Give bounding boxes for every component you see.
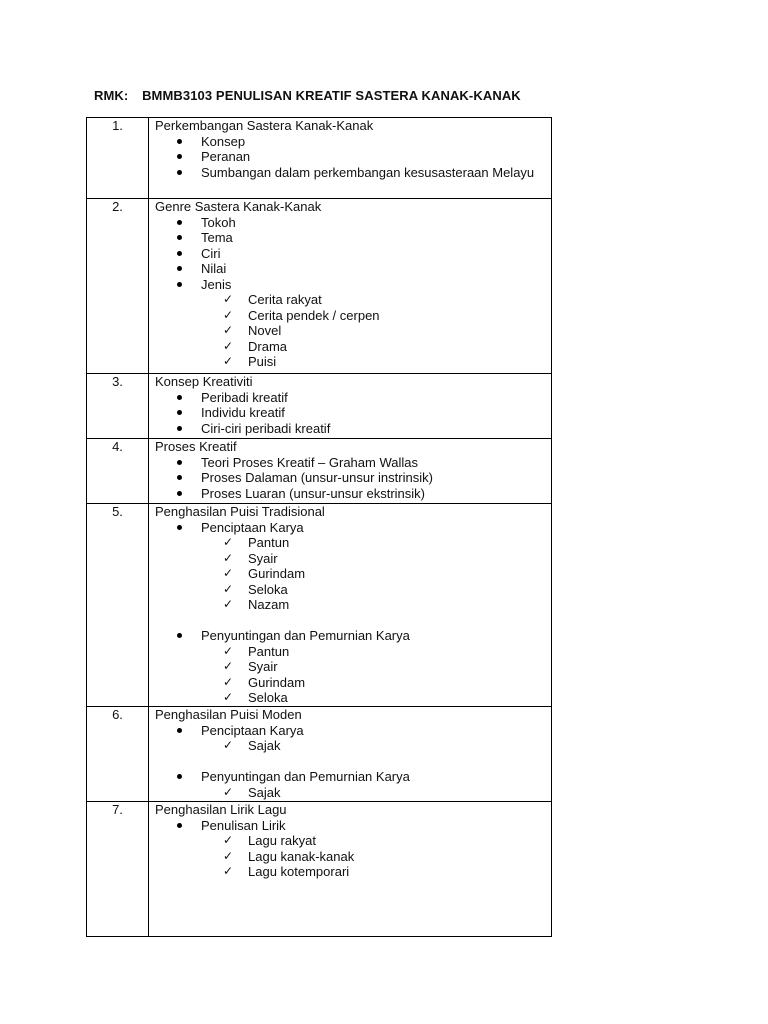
bullet-icon: [177, 823, 182, 828]
bullet-item: [155, 628, 551, 644]
table-row: [87, 199, 552, 374]
checkmark-icon: ✓: [223, 659, 234, 673]
bullet-item-text: Peranan: [201, 149, 251, 164]
row-number: 4.: [87, 439, 149, 504]
bullet-item-text: Proses Luaran (unsur-unsur ekstrinsik): [201, 485, 425, 501]
bullet-item-text: Ciri-ciri peribadi kreatif: [201, 420, 331, 436]
topic-title: Penghasilan Lirik Lagu: [155, 802, 287, 817]
check-item: [155, 292, 551, 308]
document-heading: [94, 88, 521, 103]
bullet-icon: [177, 220, 182, 225]
check-item: [155, 597, 551, 613]
check-item: [155, 738, 551, 754]
bullet-icon: [177, 460, 182, 465]
check-item-text: Syair: [248, 550, 278, 566]
table-row: [87, 118, 552, 199]
topic-title: Genre Sastera Kanak-Kanak: [155, 199, 322, 214]
check-item-text: Lagu rakyat: [248, 833, 316, 848]
bullet-icon: [177, 475, 182, 480]
checkmark-icon: ✓: [223, 643, 234, 658]
table-row: [87, 707, 552, 802]
check-item: [155, 551, 551, 567]
check-item-text: Pantun: [248, 643, 290, 659]
checkmark-icon: ✓: [223, 550, 234, 565]
checkmark-icon: ✓: [223, 566, 234, 580]
check-item-text: Drama: [248, 338, 288, 354]
topics-table-body: [87, 118, 552, 937]
check-item-text: Gurindam: [248, 566, 306, 581]
bullet-item: [155, 261, 551, 277]
bullet-icon: [177, 282, 182, 287]
bullet-item: [155, 455, 551, 471]
heading-course-title: BMMB3103 PENULISAN KREATIF SASTERA KANAK-KANAK: [142, 88, 521, 103]
check-item-text: Sajak: [248, 738, 281, 753]
check-item: [155, 675, 551, 691]
topic-title: Proses Kreatif: [155, 439, 237, 454]
bullet-item: [155, 520, 551, 536]
bullet-item-text: Teori Proses Kreatif – Graham Wallas: [201, 454, 418, 470]
check-item: [155, 644, 551, 660]
table-row: [87, 504, 552, 707]
checkmark-icon: ✓: [223, 848, 234, 863]
check-item-text: Seloka: [248, 581, 288, 597]
bullet-icon: [177, 251, 182, 256]
topics-table: [86, 117, 552, 937]
bullet-item: [155, 246, 551, 262]
bullet-item-text: Penulisan Lirik: [201, 817, 286, 833]
bullet-item: [155, 486, 551, 502]
check-item: [155, 659, 551, 675]
topic-title: Konsep Kreativiti: [155, 374, 253, 389]
bullet-icon: [177, 525, 182, 530]
table-row: [87, 802, 552, 937]
bullet-item: [155, 165, 551, 181]
bullet-icon: [177, 266, 182, 271]
bullet-item: [155, 405, 551, 421]
check-item: [155, 339, 551, 355]
checkmark-icon: ✓: [223, 690, 234, 704]
row-number: 5.: [87, 504, 149, 707]
bullet-item-text: Peribadi kreatif: [201, 389, 288, 405]
check-item-text: Lagu kotemporari: [248, 864, 350, 879]
check-item-text: Cerita pendek / cerpen: [248, 307, 380, 323]
bullet-icon: [177, 170, 182, 175]
bullet-item-text: Jenis: [201, 276, 232, 292]
row-number: 1.: [87, 118, 149, 199]
check-item: [155, 308, 551, 324]
checkmark-icon: ✓: [223, 784, 234, 799]
check-item: [155, 354, 551, 370]
check-item-text: Sajak: [248, 784, 281, 800]
checkmark-icon: ✓: [223, 597, 234, 611]
bullet-item: [155, 723, 551, 739]
bullet-item-text: Penyuntingan dan Pemurnian Karya: [201, 628, 410, 643]
check-item: [155, 323, 551, 339]
bullet-item: [155, 277, 551, 293]
check-item: [155, 566, 551, 582]
bullet-icon: [177, 410, 182, 415]
row-content: [149, 802, 552, 937]
check-item: [155, 535, 551, 551]
bullet-item-text: Nilai: [201, 261, 227, 276]
check-item-text: Gurindam: [248, 674, 306, 690]
check-item-text: Cerita rakyat: [248, 292, 322, 307]
check-item-text: Nazam: [248, 597, 290, 612]
bullet-item: [155, 818, 551, 834]
checkmark-icon: ✓: [223, 674, 234, 689]
row-content: [149, 504, 552, 707]
checkmark-icon: ✓: [223, 535, 234, 549]
bullet-icon: [177, 633, 182, 638]
spacer: [155, 754, 551, 770]
table-row: [87, 439, 552, 504]
spacer: [155, 613, 551, 629]
bullet-item: [155, 215, 551, 231]
bullet-item-text: Konsep: [201, 133, 246, 149]
topic-title: Penghasilan Puisi Tradisional: [155, 504, 325, 519]
bullet-item-text: Ciri: [201, 245, 221, 261]
checkmark-icon: ✓: [223, 833, 234, 847]
row-number: 2.: [87, 199, 149, 374]
heading-code-label: RMK:: [94, 88, 129, 103]
check-item: [155, 849, 551, 865]
bullet-icon: [177, 426, 182, 431]
check-item: [155, 785, 551, 801]
bullet-icon: [177, 728, 182, 733]
checkmark-icon: ✓: [223, 338, 234, 353]
checkmark-icon: ✓: [223, 738, 234, 752]
bullet-icon: [177, 235, 182, 240]
check-item: [155, 582, 551, 598]
row-content: [149, 707, 552, 802]
row-number: 3.: [87, 374, 149, 439]
bullet-item-text: Individu kreatif: [201, 405, 285, 420]
check-item-text: Puisi: [248, 354, 277, 369]
row-content: [149, 199, 552, 374]
topic-title: Penghasilan Puisi Moden: [155, 707, 302, 722]
bullet-item-text: Proses Dalaman (unsur-unsur instrinsik): [201, 470, 433, 485]
row-content: [149, 118, 552, 199]
bullet-item-text: Tokoh: [201, 214, 236, 230]
checkmark-icon: ✓: [223, 292, 234, 306]
row-content: [149, 439, 552, 504]
check-item-text: Lagu kanak-kanak: [248, 848, 355, 864]
bullet-item: [155, 769, 551, 785]
check-item: [155, 864, 551, 880]
bullet-item-text: Penciptaan Karya: [201, 519, 304, 535]
bullet-icon: [177, 154, 182, 159]
bullet-item: [155, 470, 551, 486]
checkmark-icon: ✓: [223, 354, 234, 368]
bullet-item-text: Tema: [201, 230, 233, 245]
bullet-item: [155, 230, 551, 246]
topic-title: Perkembangan Sastera Kanak-Kanak: [155, 118, 374, 133]
checkmark-icon: ✓: [223, 323, 234, 337]
checkmark-icon: ✓: [223, 307, 234, 322]
bullet-item-text: Penyuntingan dan Pemurnian Karya: [201, 769, 410, 784]
bullet-item: [155, 134, 551, 150]
row-number: 6.: [87, 707, 149, 802]
bullet-item: [155, 390, 551, 406]
bullet-icon: [177, 774, 182, 779]
checkmark-icon: ✓: [223, 581, 234, 596]
check-item-text: Syair: [248, 659, 278, 674]
table-row: [87, 374, 552, 439]
bullet-icon: [177, 139, 182, 144]
bullet-icon: [177, 395, 182, 400]
bullet-icon: [177, 491, 182, 496]
check-item-text: Seloka: [248, 690, 288, 705]
bullet-item-text: Sumbangan dalam perkembangan kesusasteraan Melayu: [201, 164, 535, 180]
check-item: [155, 690, 551, 706]
row-content: [149, 374, 552, 439]
check-item-text: Pantun: [248, 535, 290, 550]
bullet-item-text: Penciptaan Karya: [201, 722, 304, 738]
row-number: 7.: [87, 802, 149, 937]
checkmark-icon: ✓: [223, 864, 234, 878]
bullet-item: [155, 421, 551, 437]
bullet-item: [155, 149, 551, 165]
check-item-text: Novel: [248, 323, 282, 338]
check-item: [155, 833, 551, 849]
